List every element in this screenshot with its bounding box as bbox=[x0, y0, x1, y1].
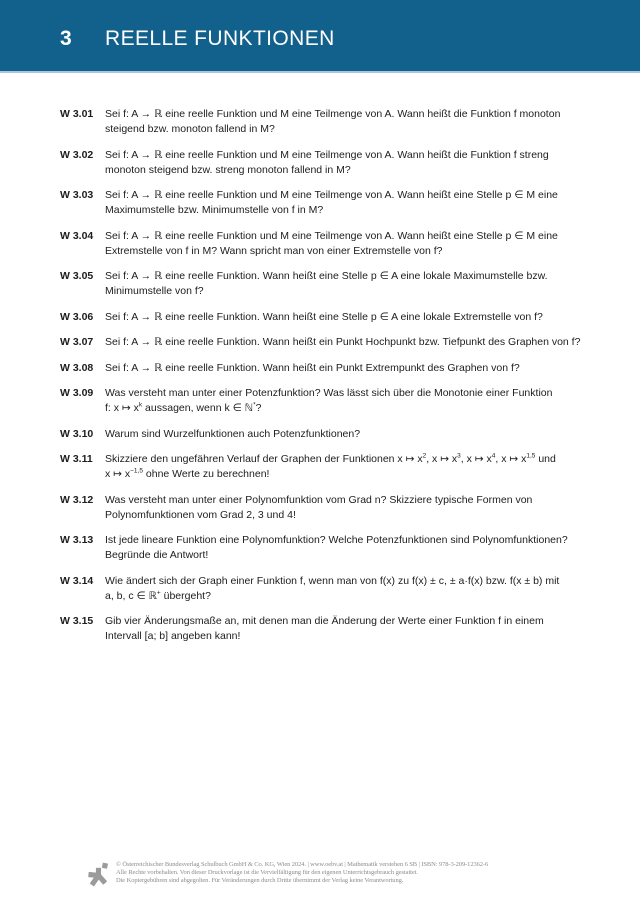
question-item bbox=[60, 386, 605, 416]
question-number: W 3.09 bbox=[60, 387, 94, 399]
question-number: W 3.02 bbox=[60, 148, 94, 161]
question-number: W 3.12 bbox=[60, 493, 94, 506]
question-number: W 3.08 bbox=[60, 361, 94, 374]
question-text: Sei f: A → ℝ eine reelle Funktion. Wann heißt eine Stelle p ∈ A eine lokale Maximumstelle bzw. Minimumstelle von f? bbox=[105, 270, 548, 297]
question-text: Sei f: A → ℝ eine reelle Funktion und M eine Teilmenge von A. Wann heißt eine Stelle p ∈ M eine Extremstelle von f in M? Wann spricht man von einer Extremstelle von f? bbox=[105, 229, 558, 257]
question-number: W 3.07 bbox=[60, 336, 94, 348]
question-item bbox=[60, 310, 605, 325]
question-number: W 3.14 bbox=[60, 574, 94, 587]
question-text: Warum sind Wurzelfunktionen auch Potenzfunktionen? bbox=[105, 427, 361, 440]
question-text: Was versteht man unter einer Potenzfunktion? Was lässt sich über die Monotonie einer Funktion f: x ↦ $x^k$ aussagen, wenn k ∈ ℕ*? bbox=[105, 387, 553, 414]
oebv-asterisk-logo-icon bbox=[88, 862, 109, 887]
question-item bbox=[60, 107, 605, 137]
question-item bbox=[60, 614, 605, 644]
chapter-header-bar bbox=[0, 0, 640, 73]
imprint-line: Die Kopiergebühren sind abgegolten. Für Veränderungen durch Dritte übernimmt der Verlag keine Verantwortung. bbox=[116, 877, 404, 884]
question-number: W 3.10 bbox=[60, 427, 94, 440]
question-number: W 3.15 bbox=[60, 615, 94, 627]
question-item bbox=[60, 533, 605, 563]
imprint-line: © Österreichischer Bundesverlag Schulbuch GmbH & Co. KG, Wien 2024. | www.oebv.at | Mathematik verstehen 6 SB | ISBN: 978-3-209-12362-6 bbox=[116, 861, 489, 868]
question-text: Sei f: A → ℝ eine reelle Funktion. Wann heißt ein Punkt Hochpunkt bzw. Tiefpunkt des Graphen von f? bbox=[105, 336, 581, 348]
question-text: Skizziere den ungefähren Verlauf der Graphen der Funktionen x ↦ $x^2$, x ↦ $x^3$, x ↦ $x^4$, x ↦ $x^{1,5}$ und x ↦ $x^{-1,5}$ ohne Werte zu berechnen! bbox=[105, 452, 556, 480]
imprint-line: Alle Rechte vorbehalten. Von dieser Druckvorlage ist die Vervielfältigung für den eigenen Unterrichtsgebrauch gestattet. bbox=[116, 869, 418, 876]
question-number: W 3.11 bbox=[60, 453, 93, 465]
question-number: W 3.13 bbox=[60, 534, 94, 546]
question-text: Wie ändert sich der Graph einer Funktion f, wenn man von f(x) zu f(x) ± c, ± a·f(x) bzw. f(x ± b) mit a, b, c ∈ ℝ+ übergeht? bbox=[105, 574, 560, 602]
imprint-text bbox=[116, 861, 488, 885]
question-text: Sei f: A → ℝ eine reelle Funktion und M eine Teilmenge von A. Wann heißt eine Stelle p ∈ M eine Maximumstelle bzw. Minimumstelle von f in M? bbox=[105, 189, 558, 216]
chapter-title: REELLE FUNKTIONEN bbox=[105, 26, 335, 50]
question-item bbox=[60, 574, 605, 604]
question-item bbox=[60, 148, 605, 178]
question-item bbox=[60, 427, 605, 442]
question-text: Sei f: A → ℝ eine reelle Funktion und M eine Teilmenge von A. Wann heißt die Funktion f streng monoton steigend bzw. streng monoton fallend in M? bbox=[105, 148, 549, 176]
question-text: Sei f: A → ℝ eine reelle Funktion. Wann heißt eine Stelle p ∈ A eine lokale Extremstelle von f? bbox=[105, 310, 543, 323]
question-text: Sei f: A → ℝ eine reelle Funktion. Wann heißt ein Punkt Extrempunkt des Graphen von f? bbox=[105, 361, 520, 374]
question-text: Ist jede lineare Funktion eine Polynomfunktion? Welche Potenzfunktionen sind Polynomfunktionen? Begründe die Antwort! bbox=[105, 534, 568, 561]
question-number: W 3.01 bbox=[60, 108, 94, 120]
question-item bbox=[60, 452, 605, 482]
question-number: W 3.04 bbox=[60, 229, 94, 242]
question-number: W 3.03 bbox=[60, 189, 94, 201]
question-item bbox=[60, 269, 605, 299]
imprint-footer bbox=[88, 861, 488, 887]
question-item bbox=[60, 493, 605, 523]
question-item bbox=[60, 335, 605, 350]
question-text: Sei f: A → ℝ eine reelle Funktion und M eine Teilmenge von A. Wann heißt die Funktion f monoton steigend bzw. monoton fallend in M? bbox=[105, 108, 561, 135]
question-text: Was versteht man unter einer Polynomfunktion vom Grad n? Skizziere typische Formen von Polynomfunktionen vom Grad 2, 3 und 4! bbox=[105, 493, 533, 521]
question-number: W 3.05 bbox=[60, 270, 94, 282]
question-text: Gib vier Änderungsmaße an, mit denen man die Änderung der Werte einer Funktion f in einem Intervall [a; b] angeben kann! bbox=[105, 615, 544, 642]
question-item bbox=[60, 361, 605, 376]
question-item bbox=[60, 188, 605, 218]
question-list bbox=[60, 107, 605, 644]
question-item bbox=[60, 229, 605, 259]
chapter-number: 3 bbox=[60, 26, 72, 50]
question-number: W 3.06 bbox=[60, 310, 94, 323]
